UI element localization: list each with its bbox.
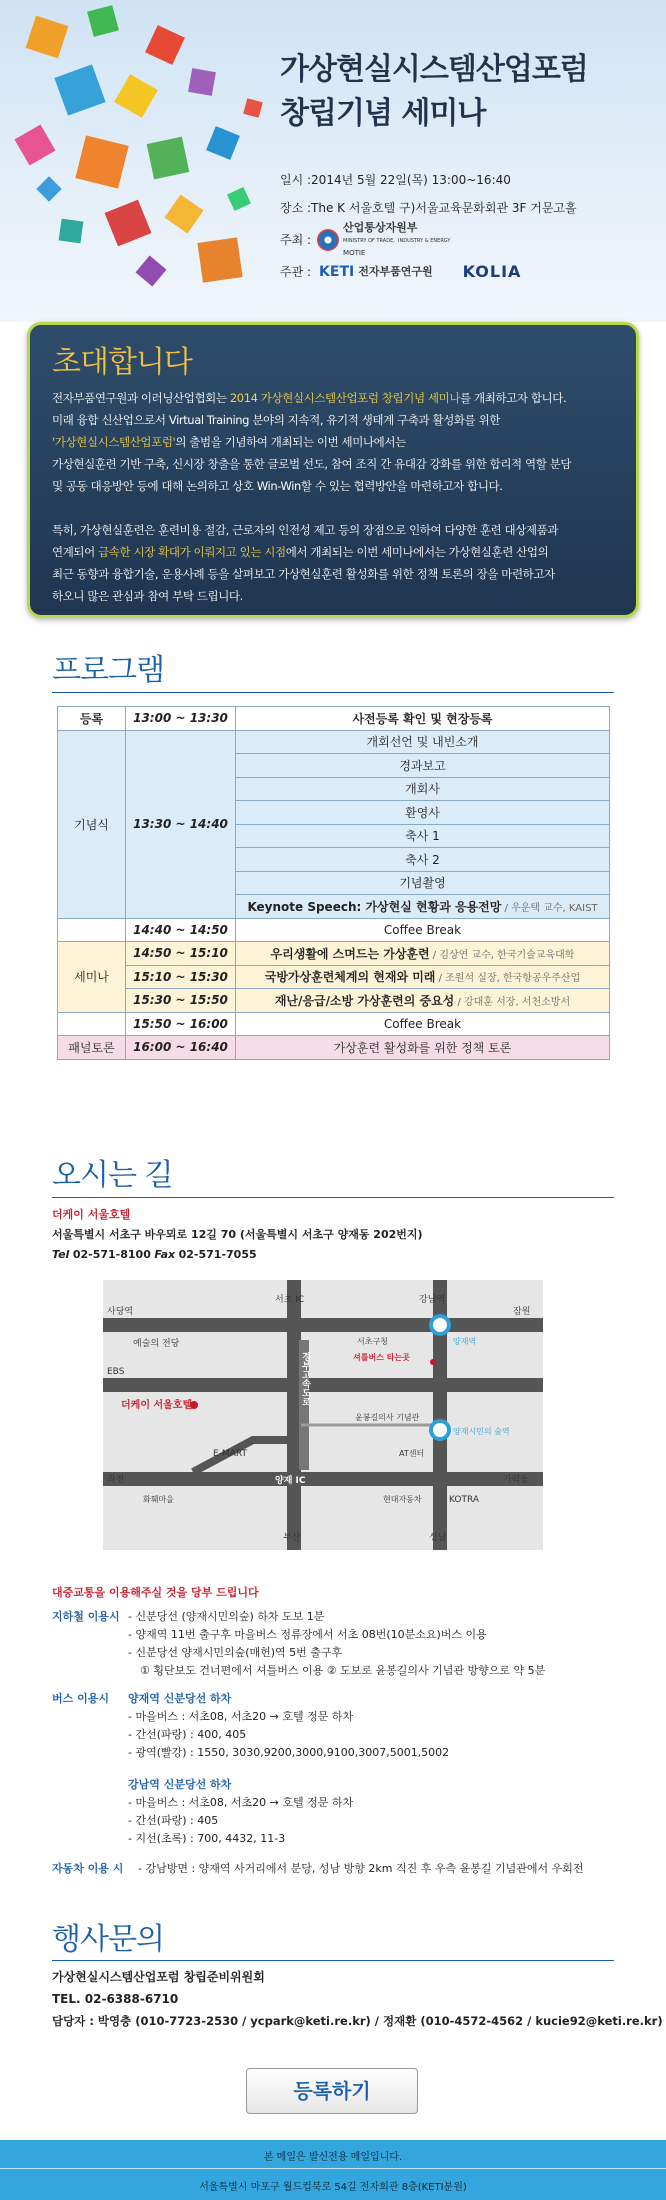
- invite-line: 미래 융합 신산업으로서 Virtual Training 분야의 지속적, 유기적 생태계 구축과 활성화를 위한: [52, 413, 500, 427]
- hero-banner: [0, 0, 666, 322]
- fax-value: 02-571-7055: [178, 1248, 257, 1261]
- bus-line: - 마을버스 : 서초08, 서초20 → 호텔 정문 하차: [128, 1796, 354, 1809]
- row-content: 축사 1: [236, 824, 610, 848]
- org-label: 주관 :: [280, 265, 312, 279]
- map-label-yangjae-station: 양재역: [453, 1337, 477, 1346]
- inquiry-contact: 담당자 : 박영충 (010-7723-2530 / ycpark@keti.re.kr) / 정재환 (010-4572-4562 / kucie92@keti.re.kr): [52, 2014, 663, 2028]
- event-date: [280, 166, 577, 194]
- spacer: [52, 497, 624, 519]
- row-time: 15:50 ~ 16:00: [126, 1012, 236, 1036]
- keti-name: 전자부품연구원: [358, 265, 433, 278]
- keti-logo: KETI: [319, 264, 355, 280]
- subway-line: - 신분당선 양재시민의숲(매헌)역 5번 출구후: [128, 1646, 343, 1659]
- car-label: 자동차 이용 시: [52, 1862, 124, 1875]
- map-label-hyundai: 현대자동차: [383, 1495, 422, 1504]
- subway-line: - 양재역 11번 출구후 마을버스 정류장에서 서초 08번(10분소요)버스 이용: [128, 1628, 487, 1641]
- host-label: 주최 :: [280, 233, 312, 247]
- row-content: Coffee Break: [236, 918, 610, 942]
- invite-line: 가상현실훈련 기반 구축, 신시장 창출을 통한 글로벌 선도, 참여 조직 간 유대감 강화를 위한 합리적 역할 분담: [52, 457, 572, 471]
- bus-line: - 간선(파랑) : 400, 405: [128, 1728, 247, 1741]
- table-row: [58, 942, 610, 966]
- bus-info: [128, 1690, 449, 1848]
- inquiry-org: 가상현실시스템산업포럼 창립준비위원회: [52, 1970, 265, 1984]
- spacer: [128, 1762, 449, 1776]
- row-content: 사전등록 확인 및 현장등록: [236, 707, 610, 731]
- colorful-cubes-illustration: [0, 0, 300, 322]
- row-speaker: / 우운택 교수, KAIST: [501, 902, 598, 914]
- map-svg: [103, 1280, 543, 1550]
- invite-line: 최근 동향과 융합기술, 운용사례 등을 살펴보고 가상현실훈련 활성화를 위한 정책 토론의 장을 마련하고자: [52, 567, 555, 581]
- program-divider: [52, 692, 614, 693]
- car-info: - 강남방면 : 양재역 사거리에서 분당, 성남 방향 2km 직진 후 우측 윤봉길 기념관에서 우회전: [138, 1862, 584, 1875]
- event-title-line1: 가상현실시스템산업포럼: [280, 52, 588, 87]
- invite-line: [52, 431, 624, 453]
- bus-label: 버스 이용시: [52, 1692, 109, 1705]
- map-label-sadang: 사당역: [107, 1307, 134, 1317]
- row-category: [58, 918, 126, 942]
- bus-stop-title: 강남역 신분당선 하차: [128, 1778, 232, 1791]
- row-title: Keynote Speech: 가상현실 현황과 응용전망: [247, 899, 502, 914]
- invite-highlight: 급속한 시장 확대가 이뤄지고 있는 시점: [98, 545, 286, 559]
- row-content: 경과보고: [236, 754, 610, 778]
- row-time: 15:10 ~ 15:30: [126, 965, 236, 989]
- row-time: 16:00 ~ 16:40: [126, 1036, 236, 1060]
- row-content: 기념촬영: [236, 871, 610, 895]
- tel-label: Tel: [52, 1248, 70, 1261]
- row-category: 등록: [58, 707, 126, 731]
- footer-notice: 본 메일은 발신전용 메일입니다.: [263, 2152, 403, 2163]
- bus-line: - 간선(파랑) : 405: [128, 1814, 219, 1827]
- subway-label: 지하철 이용시: [52, 1610, 120, 1623]
- map-label-emart: E-MART: [213, 1449, 247, 1459]
- kolia-logo: KOLIA: [462, 262, 522, 281]
- date-label: 일시 :: [280, 173, 312, 187]
- row-content: 개회사: [236, 777, 610, 801]
- invite-highlight: '가상현실시스템산업포럼': [52, 435, 176, 449]
- table-row: [58, 707, 610, 731]
- map-label-kotra: KOTRA: [449, 1495, 480, 1505]
- invite-line: [52, 541, 624, 563]
- invite-text: 전자부품연구원과 이러닝산업협회는: [52, 391, 230, 405]
- event-place: [280, 194, 577, 222]
- bus-stop-marker-icon: [430, 1359, 436, 1365]
- map-label-at-center: AT센터: [399, 1449, 425, 1458]
- row-content: 축사 2: [236, 848, 610, 872]
- row-content: [236, 895, 610, 919]
- map-label-yangjae-ic: 양재 IC: [275, 1476, 306, 1486]
- row-content: Coffee Break: [236, 1012, 610, 1036]
- inquiry-tel: TEL. 02-6388-6710: [52, 1992, 179, 2006]
- tel-value: 02-571-8100: [72, 1248, 151, 1261]
- row-title: 우리생활에 스며드는 가상훈련: [270, 946, 430, 961]
- inquiry-title: 행사문의: [52, 1922, 164, 1957]
- hotel-address: 서울특별시 서초구 바우뫼로 12길 70 (서울특별시 서초구 양재동 202번지): [52, 1228, 423, 1241]
- map-label-seongnam: 성남: [429, 1533, 447, 1543]
- row-category: 기념식: [58, 730, 126, 918]
- invite-text: 의 출범을 기념하여 개최되는 이번 세미나에서는: [175, 435, 406, 449]
- map-label-hotel: 더케이 서울호텔: [121, 1400, 193, 1411]
- row-category: 세미나: [58, 942, 126, 1013]
- invitation-title: 초대합니다: [52, 345, 192, 380]
- invite-line: [52, 387, 624, 409]
- row-content: 환영사: [236, 801, 610, 825]
- event-host: [280, 222, 577, 258]
- yangjae-station-icon: [431, 1316, 449, 1334]
- map-label-bus-stop: 셔틀버스 타는곳: [353, 1353, 410, 1362]
- row-content: 가상훈련 활성화를 위한 정책 토론: [236, 1036, 610, 1060]
- footer: [0, 2140, 666, 2200]
- event-title: [280, 48, 588, 136]
- motie-emblem-icon: [317, 229, 339, 251]
- place-label: 장소 :: [280, 201, 312, 215]
- program-title: 프로그램: [52, 653, 164, 688]
- place-value: The K 서울호텔 구)서울교육문화회관 3F 거문고홀: [311, 201, 577, 215]
- bus-line: - 마을버스 : 서초08, 서초20 → 호텔 정문 하차: [128, 1710, 354, 1723]
- invite-text: 연계되어: [52, 545, 99, 559]
- map-label-gyeongbu: 경부고속도로: [300, 1352, 310, 1406]
- row-content: 개회선언 및 내빈소개: [236, 730, 610, 754]
- citizen-forest-station-icon: [431, 1421, 449, 1439]
- row-time: 14:40 ~ 14:50: [126, 918, 236, 942]
- invite-line: 및 공동 대응방안 등에 대해 논의하고 상호 Win-Win할 수 있는 협력방안을 마련하고자 합니다.: [52, 479, 503, 493]
- map-label-jamwon: 잠원: [513, 1307, 531, 1317]
- table-row: [58, 1036, 610, 1060]
- row-time: 15:30 ~ 15:50: [126, 989, 236, 1013]
- invitation-body: [52, 387, 624, 607]
- motie-text: [343, 222, 450, 259]
- map-label-flower: 화훼마을: [143, 1495, 174, 1504]
- date-value: 2014년 5월 22일(목) 13:00~16:40: [311, 173, 511, 187]
- table-row: [58, 1012, 610, 1036]
- invite-text: 에서 개최되는 이번 세미나에서는 가상현실훈련 산업의: [285, 545, 549, 559]
- table-row: [58, 965, 610, 989]
- map-label-ebs: EBS: [107, 1367, 125, 1377]
- subway-info: [128, 1608, 545, 1680]
- row-speaker: / 강대훈 서장, 서천소방서: [454, 996, 571, 1008]
- map-label-garak: 가락동: [503, 1475, 530, 1485]
- row-content: [236, 965, 610, 989]
- location-map: [103, 1280, 543, 1550]
- row-speaker: / 김상연 교수, 한국기술교육대학: [429, 949, 575, 961]
- subway-line: - 신분당선 (양재시민의숲) 하차 도보 1분: [128, 1610, 325, 1623]
- invite-line: 특히, 가상현실훈련은 훈련비용 절감, 근로자의 인전성 제고 등의 장점으로 인하여 다양한 훈련 대상제품과: [52, 523, 559, 537]
- event-organizer: [280, 258, 577, 286]
- row-title: 재난/응급/소방 가상훈련의 중요성: [274, 993, 455, 1008]
- table-row: [58, 730, 610, 754]
- row-content: [236, 989, 610, 1013]
- bus-stop-title: 양재역 신분당선 하차: [128, 1692, 232, 1705]
- footer-divider: [0, 2168, 666, 2169]
- host-sub2: INDUSTRY & ENERGY: [398, 237, 451, 244]
- map-label-gwacheon: 과천: [107, 1475, 125, 1485]
- host-name: 산업통상자원부: [343, 220, 418, 234]
- row-speaker: / 조원석 실장, 한국항공우주산업: [435, 973, 581, 985]
- host-sub1: MINISTRY OF TRADE,: [343, 237, 395, 244]
- map-label-gangnam: 강남역: [419, 1295, 446, 1305]
- invitation-box: [27, 322, 639, 618]
- invite-highlight: 2014 가상현실시스템산업포럼 창립기념 세미나: [229, 391, 461, 405]
- directions-title: 오시는 길: [52, 1158, 173, 1193]
- program-table: [57, 706, 610, 1060]
- event-info: [280, 166, 577, 286]
- register-button[interactable]: 등록하기: [246, 2068, 418, 2114]
- row-time: 13:00 ~ 13:30: [126, 707, 236, 731]
- invite-text: 를 개최하고자 합니다.: [460, 391, 567, 405]
- map-label-art-center: 예술의 전당: [133, 1339, 180, 1349]
- subway-line: ① 횡단보도 건너편에서 셔틀버스 이용 ② 도보로 윤봉길의사 기념관 방향으로 약 5분: [140, 1664, 546, 1677]
- table-row: [58, 989, 610, 1013]
- map-label-seocho-gu: 서초구청: [357, 1337, 388, 1346]
- row-category: [58, 1012, 126, 1036]
- map-label-citizen-forest: 양재시민의 숲역: [453, 1427, 510, 1436]
- footer-address: 서울특별시 마포구 월드컵북로 54길 전자회관 8층(KETI분원): [199, 2182, 467, 2193]
- map-label-seocho-ic: 서초 IC: [275, 1295, 305, 1305]
- invite-line: 하오니 많은 관심과 참여 부탁 드립니다.: [52, 589, 243, 603]
- row-category: 패널토론: [58, 1036, 126, 1060]
- motie-logo: [317, 222, 450, 259]
- row-title: 국방가상훈련체계의 현재와 미래: [264, 970, 436, 985]
- transport-notice: 대중교통을 이용해주실 것을 당부 드립니다: [52, 1586, 259, 1599]
- directions-divider: [52, 1197, 614, 1198]
- row-time: 13:30 ~ 14:40: [126, 730, 236, 918]
- table-row: [58, 918, 610, 942]
- map-label-yunbong: 윤봉길의사 기념관: [355, 1413, 420, 1422]
- fax-label: Fax: [154, 1248, 176, 1261]
- bus-line: - 지선(초록) : 700, 4432, 11-3: [128, 1832, 286, 1845]
- row-time: 14:50 ~ 15:10: [126, 942, 236, 966]
- map-label-busan: 부산: [283, 1533, 301, 1543]
- row-content: [236, 942, 610, 966]
- hotel-name: 더케이 서울호텔: [52, 1208, 131, 1221]
- event-title-line2: 창립기념 세미나: [280, 96, 486, 131]
- host-sub3: MOTIE: [343, 248, 366, 257]
- bus-line: - 광역(빨강) : 1550, 3030,9200,3000,9100,3007,5001,5002: [128, 1746, 450, 1759]
- inquiry-divider: [52, 1960, 614, 1961]
- hotel-contact: [52, 1246, 257, 1264]
